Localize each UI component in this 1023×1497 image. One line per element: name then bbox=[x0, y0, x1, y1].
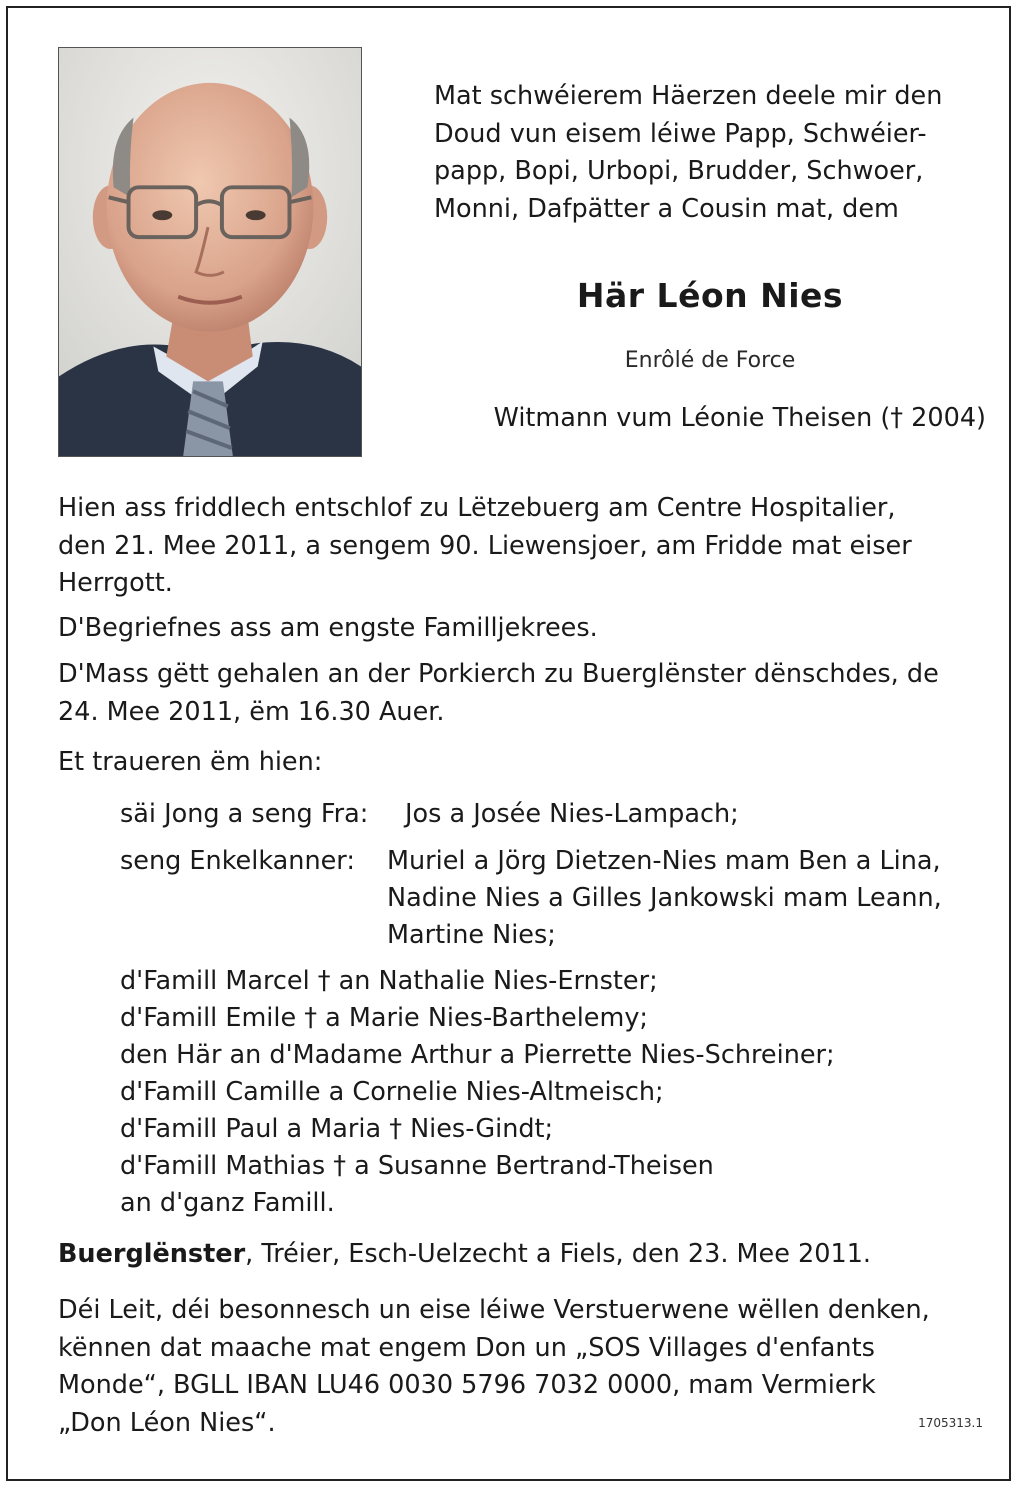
son-label: säi Jong a seng Fra: bbox=[120, 799, 369, 829]
passing-line: Hien ass friddlech entschlof zu Lëtzebuerg am Centre Hospitalier, bbox=[58, 493, 896, 523]
family-line: d'Famill Mathias † a Susanne Bertrand-Theisen bbox=[120, 1151, 714, 1181]
passing-paragraph bbox=[58, 490, 988, 603]
burial-line: D'Begriefnes ass am engste Familljekrees. bbox=[58, 613, 598, 643]
intro-paragraph bbox=[434, 78, 986, 228]
grandchildren-label: seng Enkelkanner: bbox=[120, 846, 355, 876]
portrait-illustration bbox=[59, 48, 361, 456]
portrait-photo bbox=[58, 47, 362, 457]
grandchildren-line: Martine Nies; bbox=[387, 920, 556, 950]
donation-paragraph bbox=[58, 1292, 988, 1442]
donation-line: kënnen dat maache mat engem Don un „SOS Villages d'enfants bbox=[58, 1332, 875, 1363]
widower-line: Witmann vum Léonie Theisen († 2004) bbox=[493, 403, 986, 433]
deceased-subtitle: Enrôlé de Force bbox=[624, 348, 796, 373]
passing-line: Herrgott. bbox=[58, 568, 173, 598]
mass-line: D'Mass gëtt gehalen an der Porkierch zu Buerglënster dënschdes, de bbox=[58, 659, 939, 689]
mass-line: 24. Mee 2011, ëm 16.30 Auer. bbox=[58, 696, 445, 727]
son-value: Jos a Josée Nies-Lampach; bbox=[405, 799, 739, 829]
mass-paragraph bbox=[58, 656, 988, 731]
intro-line: Monni, Dafpätter a Cousin mat, dem bbox=[434, 193, 899, 224]
deceased-name: Här Léon Nies bbox=[576, 276, 844, 315]
family-line: d'Famill Marcel † an Nathalie Nies-Ernster; bbox=[120, 966, 658, 996]
intro-line: Doud vun eisem léiwe Papp, Schwéier- bbox=[434, 118, 927, 149]
grandchildren-line: Muriel a Jörg Dietzen-Nies mam Ben a Lina, bbox=[387, 846, 941, 876]
donation-line: „Don Léon Nies“. bbox=[58, 1407, 276, 1438]
burial-paragraph bbox=[58, 610, 988, 648]
family-line: d'Famill Paul a Maria † Nies-Gindt; bbox=[120, 1114, 554, 1144]
grandchildren-line: Nadine Nies a Gilles Jankowski mam Leann, bbox=[387, 883, 942, 913]
intro-line: Mat schwéierem Häerzen deele mir den bbox=[434, 81, 943, 111]
reference-number: 1705313.1 bbox=[918, 1416, 983, 1430]
family-line: den Här an d'Madame Arthur a Pierrette Nies-Schreiner; bbox=[120, 1040, 835, 1070]
family-line: d'Famill Emile † a Marie Nies-Barthelemy; bbox=[120, 1003, 649, 1033]
intro-line: papp, Bopi, Urbopi, Brudder, Schwoer, bbox=[434, 156, 924, 186]
mourners-intro bbox=[58, 744, 988, 782]
mourners-intro-line: Et traueren ëm hien: bbox=[58, 747, 323, 777]
place-date-line bbox=[58, 1236, 988, 1274]
donation-line: Monde“, BGLL IBAN LU46 0030 5796 7032 0000, mam Vermierk bbox=[58, 1370, 876, 1400]
passing-line: den 21. Mee 2011, a sengem 90. Liewensjoer, am Fridde mat eiser bbox=[58, 530, 912, 561]
place-bold: Buerglënster bbox=[58, 1239, 246, 1269]
family-line: an d'ganz Famill. bbox=[120, 1188, 335, 1218]
donation-line: Déi Leit, déi besonnesch un eise léiwe Verstuerwene wëllen denken, bbox=[58, 1295, 930, 1325]
place-rest: , Tréier, Esch-Uelzecht a Fiels, den 23. Mee 2011. bbox=[245, 1239, 872, 1269]
family-line: d'Famill Camille a Cornelie Nies-Altmeisch; bbox=[120, 1077, 664, 1107]
